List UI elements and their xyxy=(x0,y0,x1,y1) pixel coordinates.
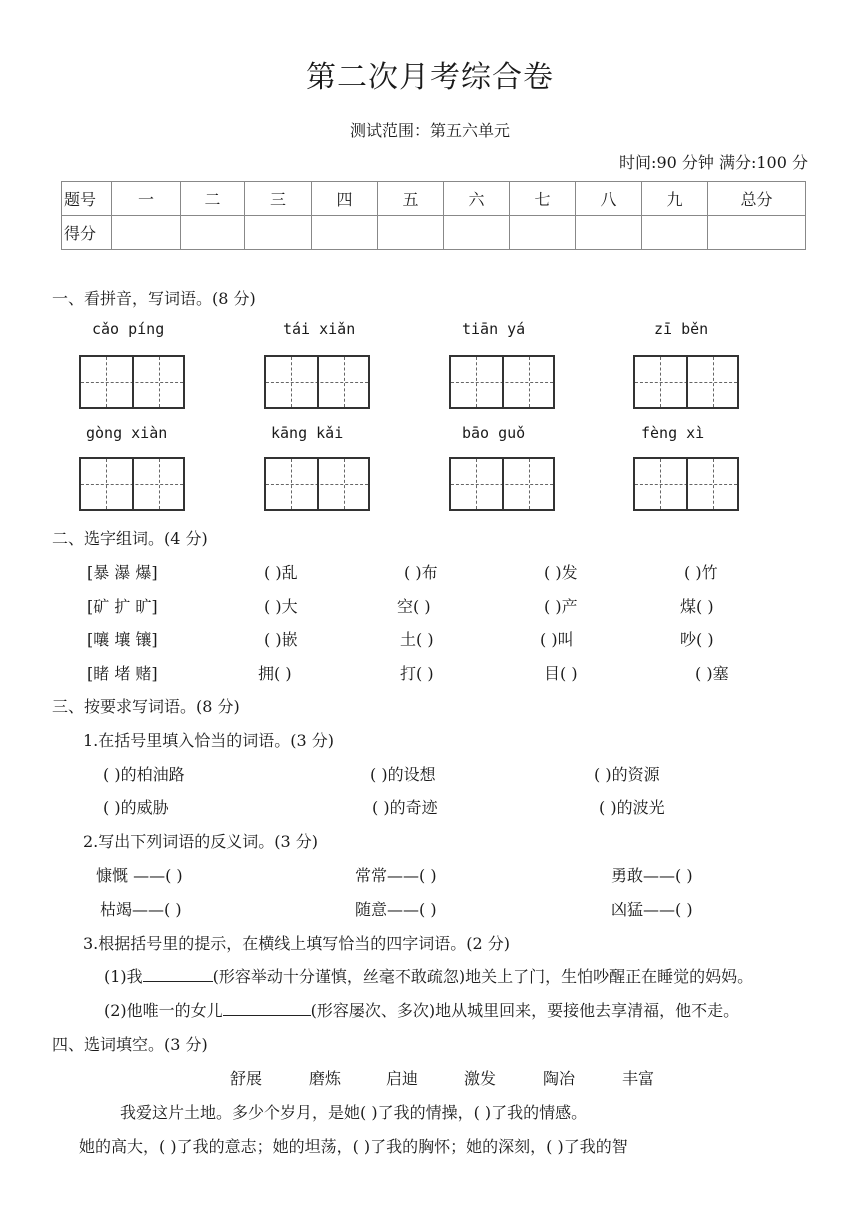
col-header: 二 xyxy=(181,182,245,216)
word-bank-item: 磨炼 xyxy=(309,1069,342,1088)
score-cell-total[interactable] xyxy=(708,216,806,250)
writing-grid[interactable] xyxy=(449,457,555,511)
score-cell[interactable] xyxy=(245,216,312,250)
score-cell[interactable] xyxy=(510,216,576,250)
char-choice: [嚷 壤 镶] xyxy=(87,630,158,649)
writing-grid[interactable] xyxy=(264,355,370,409)
page-title: 第二次月考综合卷 xyxy=(306,60,554,95)
score-table xyxy=(61,181,806,250)
fill-item[interactable]: 凶猛——( ) xyxy=(611,900,693,919)
fill-item[interactable]: 慷慨 ——( ) xyxy=(96,866,183,885)
q2-heading: 2.写出下列词语的反义词。(3 分) xyxy=(83,832,319,851)
test-scope: 测试范围：第五六单元 xyxy=(349,121,510,140)
pinyin-label: zī běn xyxy=(654,320,709,338)
fill-item[interactable]: 吵( ) xyxy=(680,630,714,649)
col-header: 四 xyxy=(312,182,378,216)
pinyin-label: gòng xiàn xyxy=(86,424,168,442)
fill-item[interactable]: ( )嵌 xyxy=(264,630,298,649)
q3-sentence-1 xyxy=(104,964,753,987)
col-header: 一 xyxy=(112,182,181,216)
char-choice: [矿 扩 旷] xyxy=(87,597,158,616)
fill-item[interactable]: ( )叫 xyxy=(540,630,574,649)
fill-item[interactable]: ( )的威胁 xyxy=(103,798,169,817)
fill-item[interactable]: ( )发 xyxy=(544,563,578,582)
q1-heading: 1.在括号里填入恰当的词语。(3 分) xyxy=(83,731,335,750)
fill-item[interactable]: ( )塞 xyxy=(695,664,729,683)
score-cell[interactable] xyxy=(642,216,708,250)
sentence-suffix: (形容屡次、多次)地从城里回来，要接他去享清福，他不走。 xyxy=(310,1001,740,1020)
row-header-score: 得分 xyxy=(62,216,112,250)
answer-blank[interactable] xyxy=(143,967,213,982)
fill-item[interactable]: ( )的资源 xyxy=(594,765,660,784)
q3-heading: 3.根据括号里的提示，在横线上填写恰当的四字词语。(2 分) xyxy=(83,934,511,953)
fill-item[interactable]: ( )的奇迹 xyxy=(372,798,438,817)
char-choice: [睹 堵 赌] xyxy=(87,664,158,683)
pinyin-label: fèng xì xyxy=(641,424,705,442)
writing-grid[interactable] xyxy=(264,457,370,511)
col-header: 三 xyxy=(245,182,312,216)
fill-item[interactable]: 打( ) xyxy=(400,664,434,683)
fill-item[interactable]: 常常——( ) xyxy=(355,866,437,885)
time-score-info: 时间:90 分钟 满分:100 分 xyxy=(619,153,808,172)
score-cell[interactable] xyxy=(444,216,510,250)
pinyin-label: tái xiǎn xyxy=(283,320,356,338)
fill-item[interactable]: ( )的设想 xyxy=(370,765,436,784)
row-header-question: 题号 xyxy=(62,182,112,216)
fill-item[interactable]: ( )的柏油路 xyxy=(103,765,185,784)
word-bank-item: 激发 xyxy=(464,1069,497,1088)
sentence-prefix: (1)我 xyxy=(104,967,143,986)
pinyin-label: cǎo píng xyxy=(92,320,165,338)
col-header: 六 xyxy=(444,182,510,216)
pinyin-label: bāo guǒ xyxy=(462,424,526,442)
passage-line: 她的高大，( )了我的意志；她的坦荡，( )了我的胸怀；她的深刻，( )了我的智 xyxy=(79,1137,628,1156)
col-header: 七 xyxy=(510,182,576,216)
score-cell[interactable] xyxy=(312,216,378,250)
writing-grid[interactable] xyxy=(633,355,739,409)
writing-grid[interactable] xyxy=(449,355,555,409)
score-cell[interactable] xyxy=(576,216,642,250)
sentence-prefix: (2)他唯一的女儿 xyxy=(104,1001,223,1020)
col-header: 五 xyxy=(378,182,444,216)
answer-blank[interactable] xyxy=(223,1001,311,1016)
word-bank-item: 启迪 xyxy=(386,1069,419,1088)
fill-item[interactable]: ( )竹 xyxy=(684,563,718,582)
col-header: 九 xyxy=(642,182,708,216)
fill-item[interactable]: 目( ) xyxy=(544,664,578,683)
score-cell[interactable] xyxy=(112,216,181,250)
fill-item[interactable]: 随意——( ) xyxy=(355,900,437,919)
section4-heading: 四、选词填空。(3 分) xyxy=(52,1035,208,1054)
col-header-total: 总分 xyxy=(708,182,806,216)
char-choice: [暴 瀑 爆] xyxy=(87,563,158,582)
word-bank-item: 陶冶 xyxy=(543,1069,576,1088)
fill-item[interactable]: 枯竭——( ) xyxy=(100,900,182,919)
pinyin-label: tiān yá xyxy=(462,320,526,338)
fill-item[interactable]: 煤( ) xyxy=(680,597,714,616)
fill-item[interactable]: ( )大 xyxy=(264,597,298,616)
writing-grid[interactable] xyxy=(633,457,739,511)
writing-grid[interactable] xyxy=(79,457,185,511)
pinyin-label: kāng kǎi xyxy=(271,424,344,442)
word-bank-item: 舒展 xyxy=(230,1069,263,1088)
section3-heading: 三、按要求写词语。(8 分) xyxy=(52,697,240,716)
fill-item[interactable]: 土( ) xyxy=(400,630,434,649)
score-table-header-row xyxy=(62,182,806,216)
passage-line: 我爱这片土地。多少个岁月，是她( )了我的情操，( )了我的情感。 xyxy=(120,1103,588,1122)
section1-heading: 一、看拼音，写词语。(8 分) xyxy=(52,289,256,308)
fill-item[interactable]: ( )产 xyxy=(544,597,578,616)
q3-sentence-2 xyxy=(104,998,739,1021)
sentence-suffix: (形容举动十分谨慎，丝毫不敢疏忽)地关上了门，生怕吵醒正在睡觉的妈妈。 xyxy=(212,967,754,986)
section2-heading: 二、选字组词。(4 分) xyxy=(52,529,208,548)
fill-item[interactable]: ( )乱 xyxy=(264,563,298,582)
fill-item[interactable]: ( )的波光 xyxy=(599,798,665,817)
fill-item[interactable]: 拥( ) xyxy=(258,664,292,683)
fill-item[interactable]: 空( ) xyxy=(397,597,431,616)
writing-grid[interactable] xyxy=(79,355,185,409)
word-bank-item: 丰富 xyxy=(622,1069,655,1088)
fill-item[interactable]: ( )布 xyxy=(404,563,438,582)
col-header: 八 xyxy=(576,182,642,216)
score-table-score-row xyxy=(62,216,806,250)
score-cell[interactable] xyxy=(378,216,444,250)
fill-item[interactable]: 勇敢——( ) xyxy=(611,866,693,885)
score-cell[interactable] xyxy=(181,216,245,250)
